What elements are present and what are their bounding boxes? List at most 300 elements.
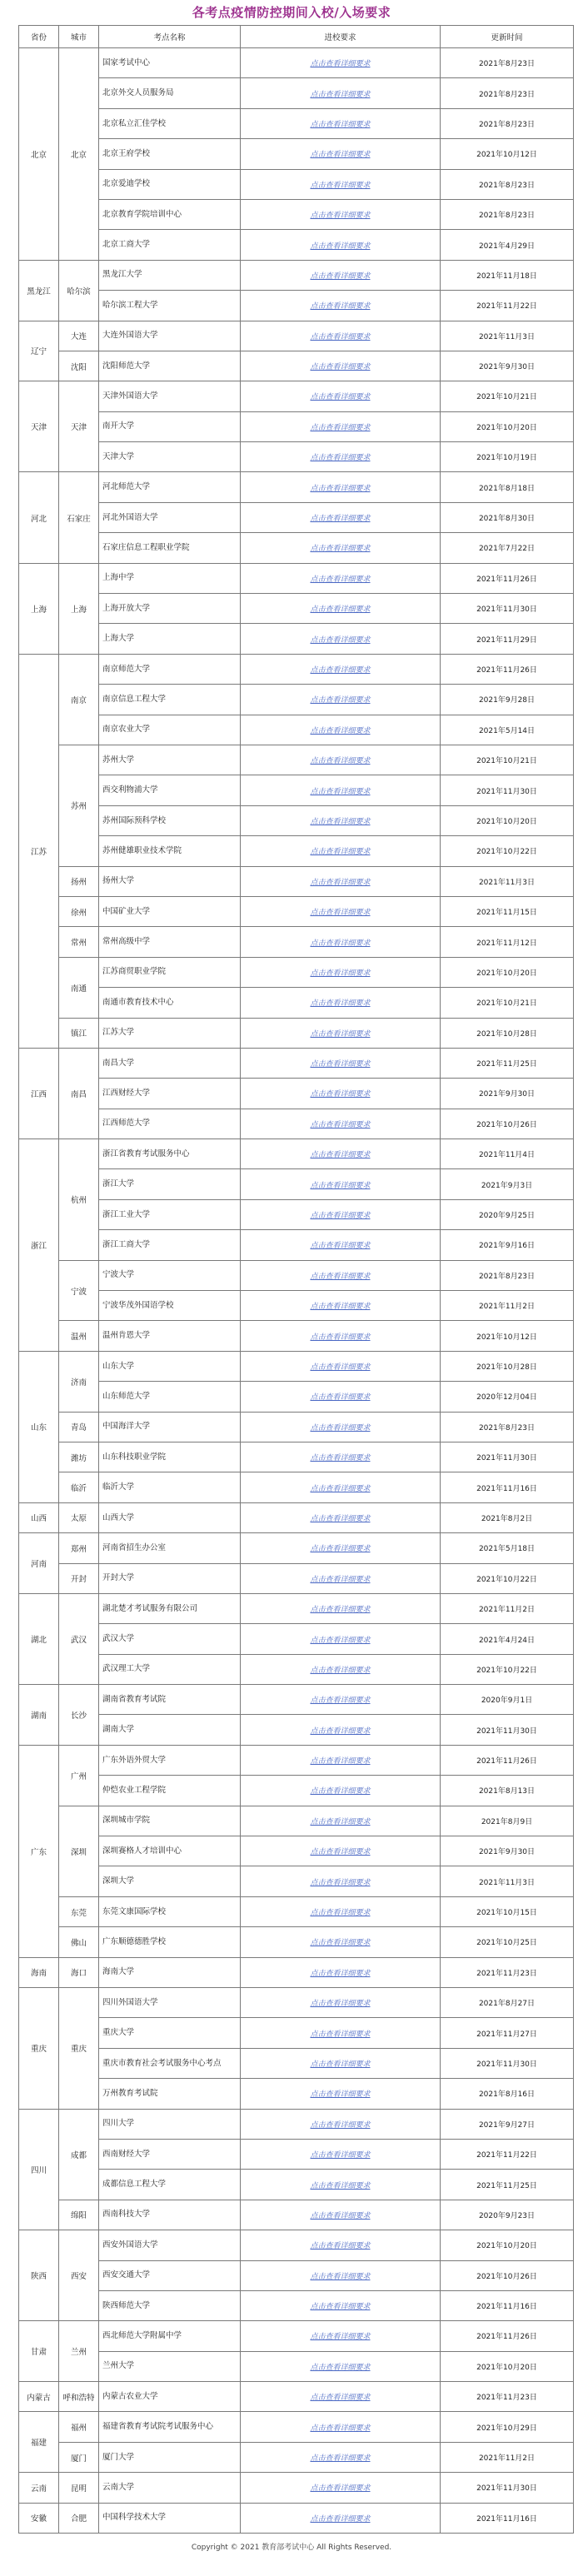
- table-row: [19, 139, 574, 169]
- table-row: [19, 48, 574, 78]
- updated-date-cell: 2021年11月12日: [441, 927, 574, 957]
- table-row: [19, 321, 574, 351]
- view-requirement-link[interactable]: 点击查看详细要求: [310, 302, 371, 311]
- updated-date-cell: 2021年7月22日: [441, 533, 574, 563]
- site-name-cell: 北京教育学院培训中心: [99, 199, 241, 229]
- requirement-cell: [241, 2048, 441, 2078]
- view-requirement-link[interactable]: 点击查看详细要求: [310, 181, 371, 190]
- requirement-cell: [241, 1988, 441, 2018]
- site-name-cell: 福建省教育考试院考试服务中心: [99, 2412, 241, 2442]
- site-name-cell: 天津大学: [99, 442, 241, 472]
- table-row: [19, 2412, 574, 2442]
- requirement-cell: [241, 1927, 441, 1957]
- view-requirement-link[interactable]: 点击查看详细要求: [310, 787, 371, 796]
- requirement-cell: [241, 563, 441, 593]
- requirement-cell: [241, 2290, 441, 2320]
- table-row: [19, 1624, 574, 1654]
- city-cell: 兰州: [59, 2321, 99, 2382]
- site-name-cell: 大连外国语大学: [99, 321, 241, 351]
- province-cell: 福建: [19, 2412, 59, 2473]
- updated-date-cell: 2021年11月30日: [441, 594, 574, 624]
- requirement-cell: [241, 1139, 441, 1169]
- view-requirement-link[interactable]: 点击查看详细要求: [310, 1514, 371, 1523]
- site-name-cell: 山东科技职业学院: [99, 1442, 241, 1472]
- site-name-cell: 开封大学: [99, 1563, 241, 1593]
- site-name-cell: 东莞文康国际学校: [99, 1896, 241, 1926]
- site-name-cell: 临沂大学: [99, 1472, 241, 1502]
- view-requirement-link[interactable]: 点击查看详细要求: [310, 2484, 371, 2494]
- updated-date-cell: 2021年11月18日: [441, 260, 574, 290]
- requirement-cell: [241, 685, 441, 715]
- updated-date-cell: 2021年11月30日: [441, 1442, 574, 1472]
- view-requirement-link[interactable]: 点击查看详细要求: [310, 1181, 371, 1190]
- updated-date-cell: 2021年11月4日: [441, 1139, 574, 1169]
- requirement-cell: [241, 1896, 441, 1926]
- site-name-cell: 北京工商大学: [99, 230, 241, 260]
- requirement-cell: [241, 2351, 441, 2381]
- province-cell: 湖南: [19, 1685, 59, 1746]
- view-requirement-link[interactable]: 点击查看详细要求: [310, 393, 371, 402]
- site-name-cell: 陕西师范大学: [99, 2290, 241, 2320]
- requirement-cell: [241, 988, 441, 1018]
- view-requirement-link[interactable]: 点击查看详细要求: [310, 757, 371, 766]
- view-requirement-link[interactable]: 点击查看详细要求: [310, 90, 371, 99]
- view-requirement-link[interactable]: 点击查看详细要求: [310, 1029, 371, 1039]
- updated-date-cell: 2021年10月12日: [441, 1321, 574, 1351]
- requirement-cell: [241, 199, 441, 229]
- table-row: [19, 291, 574, 321]
- site-name-cell: 苏州健雄职业技术学院: [99, 836, 241, 866]
- view-requirement-link[interactable]: 点击查看详细要求: [310, 1969, 371, 1978]
- site-name-cell: 湖南省教育考试院: [99, 1685, 241, 1715]
- city-cell: 宁波: [59, 1260, 99, 1321]
- city-cell: 苏州: [59, 745, 99, 866]
- view-requirement-link[interactable]: 点击查看详细要求: [310, 1817, 371, 1826]
- site-name-cell: 西安交通大学: [99, 2260, 241, 2290]
- table-row: [19, 1472, 574, 1502]
- requirement-cell: [241, 1199, 441, 1229]
- requirement-cell: [241, 1776, 441, 1806]
- view-requirement-link[interactable]: 点击查看详细要求: [310, 635, 371, 645]
- updated-date-cell: 2021年8月27日: [441, 1988, 574, 2018]
- view-requirement-link[interactable]: 点击查看详细要求: [310, 2363, 371, 2372]
- city-cell: 哈尔滨: [59, 260, 99, 321]
- site-name-cell: 南京信息工程大学: [99, 685, 241, 715]
- updated-date-cell: 2021年11月2日: [441, 2442, 574, 2472]
- province-cell: 北京: [19, 48, 59, 261]
- site-name-cell: 宁波大学: [99, 1260, 241, 1290]
- view-requirement-link[interactable]: 点击查看详细要求: [310, 151, 371, 160]
- table-row: [19, 2048, 574, 2078]
- updated-date-cell: 2021年11月3日: [441, 1866, 574, 1896]
- site-name-cell: 海南大学: [99, 1957, 241, 1987]
- view-requirement-link[interactable]: 点击查看详细要求: [310, 363, 371, 372]
- province-cell: 浙江: [19, 1139, 59, 1352]
- view-requirement-link[interactable]: 点击查看详细要求: [310, 1636, 371, 1645]
- view-requirement-link[interactable]: 点击查看详细要求: [310, 1726, 371, 1736]
- site-name-cell: 南京农业大学: [99, 715, 241, 745]
- table-row: [19, 2200, 574, 2230]
- requirement-cell: [241, 1169, 441, 1199]
- updated-date-cell: 2021年10月29日: [441, 2412, 574, 2442]
- requirement-cell: [241, 1533, 441, 1563]
- requirement-cell: [241, 1654, 441, 1684]
- requirement-cell: [241, 715, 441, 745]
- table-row: [19, 624, 574, 654]
- site-name-cell: 江西师范大学: [99, 1109, 241, 1139]
- requirement-cell: [241, 321, 441, 351]
- site-name-cell: 上海开放大学: [99, 594, 241, 624]
- table-row: [19, 1382, 574, 1412]
- site-name-cell: 南通市教育技术中心: [99, 988, 241, 1018]
- city-cell: 临沂: [59, 1472, 99, 1502]
- updated-date-cell: 2021年5月14日: [441, 715, 574, 745]
- view-requirement-link[interactable]: 点击查看详细要求: [310, 2060, 371, 2069]
- requirement-cell: [241, 1382, 441, 1412]
- table-row: [19, 715, 574, 745]
- requirement-cell: [241, 502, 441, 532]
- view-requirement-link[interactable]: 点击查看详细要求: [310, 2000, 371, 2009]
- requirement-cell: [241, 836, 441, 866]
- province-cell: 安徽: [19, 2503, 59, 2533]
- site-name-cell: 浙江工商大学: [99, 1230, 241, 1260]
- view-requirement-link[interactable]: 点击查看详细要求: [310, 878, 371, 887]
- site-name-cell: 武汉大学: [99, 1624, 241, 1654]
- table-row: [19, 2018, 574, 2048]
- site-name-cell: 上海大学: [99, 624, 241, 654]
- updated-date-cell: 2021年8月23日: [441, 108, 574, 138]
- view-requirement-link[interactable]: 点击查看详细要求: [310, 605, 371, 615]
- view-requirement-link[interactable]: 点击查看详细要求: [310, 1454, 371, 1463]
- view-requirement-link[interactable]: 点击查看详细要求: [310, 1787, 371, 1796]
- view-requirement-link[interactable]: 点击查看详细要求: [310, 969, 371, 978]
- updated-date-cell: 2021年8月13日: [441, 1776, 574, 1806]
- updated-date-cell: 2021年11月22日: [441, 291, 574, 321]
- header-site: 考点名称: [99, 26, 241, 48]
- requirement-cell: [241, 624, 441, 654]
- updated-date-cell: 2021年10月20日: [441, 411, 574, 441]
- updated-date-cell: 2021年10月21日: [441, 988, 574, 1018]
- site-name-cell: 武汉理工大学: [99, 1654, 241, 1684]
- table-row: [19, 230, 574, 260]
- requirement-cell: [241, 381, 441, 411]
- province-cell: 江西: [19, 1048, 59, 1139]
- view-requirement-link[interactable]: 点击查看详细要求: [310, 2242, 371, 2251]
- requirement-cell: [241, 472, 441, 502]
- updated-date-cell: 2021年9月3日: [441, 1169, 574, 1199]
- city-cell: 济南: [59, 1351, 99, 1412]
- updated-date-cell: 2021年10月20日: [441, 957, 574, 987]
- city-cell: 武汉: [59, 1593, 99, 1684]
- updated-date-cell: 2021年8月23日: [441, 48, 574, 78]
- view-requirement-link[interactable]: 点击查看详细要求: [310, 1120, 371, 1129]
- view-requirement-link[interactable]: 点击查看详细要求: [310, 1272, 371, 1281]
- header-city: 城市: [59, 26, 99, 48]
- view-requirement-link[interactable]: 点击查看详细要求: [310, 1242, 371, 1251]
- site-name-cell: 江西财经大学: [99, 1079, 241, 1109]
- requirement-cell: [241, 108, 441, 138]
- updated-date-cell: 2021年11月23日: [441, 1957, 574, 1987]
- updated-date-cell: 2021年8月23日: [441, 78, 574, 108]
- updated-date-cell: 2021年10月12日: [441, 139, 574, 169]
- view-requirement-link[interactable]: 点击查看详细要求: [310, 1363, 371, 1372]
- requirement-cell: [241, 1291, 441, 1321]
- requirement-cell: [241, 2260, 441, 2290]
- table-row: [19, 2290, 574, 2320]
- province-cell: 广东: [19, 1745, 59, 1957]
- view-requirement-link[interactable]: 点击查看详细要求: [310, 1151, 371, 1160]
- site-name-cell: 河南省招生办公室: [99, 1533, 241, 1563]
- view-requirement-link[interactable]: 点击查看详细要求: [310, 1393, 371, 1403]
- view-requirement-link[interactable]: 点击查看详细要求: [310, 1606, 371, 1615]
- header-requirement: 进校要求: [241, 26, 441, 48]
- site-name-cell: 兰州大学: [99, 2351, 241, 2381]
- site-name-cell: 浙江省教育考试服务中心: [99, 1139, 241, 1169]
- site-name-cell: 西交利物浦大学: [99, 775, 241, 805]
- city-cell: 南昌: [59, 1048, 99, 1139]
- view-requirement-link[interactable]: 点击查看详细要求: [310, 2333, 371, 2342]
- table-row: [19, 1896, 574, 1926]
- view-requirement-link[interactable]: 点击查看详细要求: [310, 1878, 371, 1887]
- view-requirement-link[interactable]: 点击查看详细要求: [310, 1423, 371, 1432]
- table-row: [19, 2351, 574, 2381]
- view-requirement-link[interactable]: 点击查看详细要求: [310, 909, 371, 918]
- site-name-cell: 河北师范大学: [99, 472, 241, 502]
- table-row: [19, 1563, 574, 1593]
- view-requirement-link[interactable]: 点击查看详细要求: [310, 848, 371, 857]
- header-updated: 更新时间: [441, 26, 574, 48]
- table-row: [19, 2139, 574, 2169]
- table-row: [19, 1018, 574, 1048]
- view-requirement-link[interactable]: 点击查看详细要求: [310, 545, 371, 554]
- site-name-cell: 深圳赛格人才培训中心: [99, 1836, 241, 1866]
- updated-date-cell: 2021年8月23日: [441, 1412, 574, 1442]
- city-cell: 成都: [59, 2109, 99, 2200]
- table-row: [19, 2442, 574, 2472]
- updated-date-cell: 2021年11月30日: [441, 1715, 574, 1745]
- city-cell: 绵阳: [59, 2200, 99, 2230]
- updated-date-cell: 2021年8月30日: [441, 502, 574, 532]
- view-requirement-link[interactable]: 点击查看详细要求: [310, 1484, 371, 1493]
- updated-date-cell: 2021年11月16日: [441, 2290, 574, 2320]
- requirement-cell: [241, 654, 441, 684]
- view-requirement-link[interactable]: 点击查看详细要求: [310, 696, 371, 705]
- updated-date-cell: 2021年9月30日: [441, 1836, 574, 1866]
- view-requirement-link[interactable]: 点击查看详细要求: [310, 2030, 371, 2039]
- table-row: [19, 866, 574, 896]
- site-name-cell: 深圳城市学院: [99, 1806, 241, 1836]
- site-name-cell: 中国矿业大学: [99, 896, 241, 926]
- view-requirement-link[interactable]: 点击查看详细要求: [310, 242, 371, 251]
- city-cell: 广州: [59, 1745, 99, 1806]
- view-requirement-link[interactable]: 点击查看详细要求: [310, 1666, 371, 1675]
- city-cell: 开封: [59, 1563, 99, 1593]
- table-row: [19, 1291, 574, 1321]
- table-row: [19, 1715, 574, 1745]
- updated-date-cell: 2021年5月18日: [441, 1533, 574, 1563]
- view-requirement-link[interactable]: 点击查看详细要求: [310, 939, 371, 948]
- updated-date-cell: 2021年11月29日: [441, 624, 574, 654]
- updated-date-cell: 2021年10月19日: [441, 442, 574, 472]
- table-row: [19, 169, 574, 199]
- view-requirement-link[interactable]: 点击查看详细要求: [310, 999, 371, 1009]
- requirement-cell: [241, 139, 441, 169]
- table-row: [19, 1442, 574, 1472]
- updated-date-cell: 2021年9月28日: [441, 685, 574, 715]
- table-row: [19, 1533, 574, 1563]
- view-requirement-link[interactable]: 点击查看详细要求: [310, 2181, 371, 2190]
- updated-date-cell: 2021年11月2日: [441, 1593, 574, 1623]
- updated-date-cell: 2021年11月30日: [441, 775, 574, 805]
- site-name-cell: 成都信息工程大学: [99, 2170, 241, 2200]
- updated-date-cell: 2021年11月26日: [441, 2321, 574, 2351]
- table-row: [19, 896, 574, 926]
- requirement-cell: [241, 1048, 441, 1078]
- requirement-cell: [241, 896, 441, 926]
- site-name-cell: 常州高级中学: [99, 927, 241, 957]
- view-requirement-link[interactable]: 点击查看详细要求: [310, 515, 371, 524]
- site-name-cell: 仲恺农业工程学院: [99, 1776, 241, 1806]
- view-requirement-link[interactable]: 点击查看详细要求: [310, 2211, 371, 2220]
- updated-date-cell: 2021年10月26日: [441, 2260, 574, 2290]
- table-row: [19, 381, 574, 411]
- view-requirement-link[interactable]: 点击查看详细要求: [310, 2424, 371, 2433]
- view-requirement-link[interactable]: 点击查看详细要求: [310, 817, 371, 826]
- table-row: [19, 108, 574, 138]
- requirement-cell: [241, 230, 441, 260]
- site-name-cell: 国家考试中心: [99, 48, 241, 78]
- requirement-cell: [241, 2109, 441, 2139]
- site-name-cell: 重庆大学: [99, 2018, 241, 2048]
- view-requirement-link[interactable]: 点击查看详细要求: [310, 484, 371, 493]
- requirement-cell: [241, 1018, 441, 1048]
- updated-date-cell: 2021年9月27日: [441, 2109, 574, 2139]
- view-requirement-link[interactable]: 点击查看详细要求: [310, 2394, 371, 2403]
- updated-date-cell: 2021年11月15日: [441, 896, 574, 926]
- page-title: 各考点疫情防控期间入校/入场要求: [192, 5, 391, 20]
- view-requirement-link[interactable]: 点击查看详细要求: [310, 666, 371, 675]
- updated-date-cell: 2020年9月25日: [441, 1199, 574, 1229]
- site-name-cell: 南开大学: [99, 411, 241, 441]
- requirement-cell: [241, 2382, 441, 2412]
- requirement-cell: [241, 1472, 441, 1502]
- table-row: [19, 1230, 574, 1260]
- table-row: [19, 533, 574, 563]
- site-name-cell: 万州教育考试院: [99, 2079, 241, 2109]
- site-name-cell: 江苏商贸职业学院: [99, 957, 241, 987]
- province-cell: 湖北: [19, 1593, 59, 1684]
- province-cell: 重庆: [19, 1988, 59, 2110]
- view-requirement-link[interactable]: 点击查看详细要求: [310, 1757, 371, 1766]
- city-cell: 上海: [59, 563, 99, 654]
- requirement-cell: [241, 2139, 441, 2169]
- site-name-cell: 北京爱迪学校: [99, 169, 241, 199]
- table-row: [19, 1866, 574, 1896]
- updated-date-cell: 2021年11月26日: [441, 563, 574, 593]
- view-requirement-link[interactable]: 点击查看详细要求: [310, 2303, 371, 2312]
- view-requirement-link[interactable]: 点击查看详细要求: [310, 212, 371, 221]
- province-cell: 甘肃: [19, 2321, 59, 2382]
- site-name-cell: 江苏大学: [99, 1018, 241, 1048]
- view-requirement-link[interactable]: 点击查看详细要求: [310, 1909, 371, 1918]
- view-requirement-link[interactable]: 点击查看详细要求: [310, 1697, 371, 1706]
- view-requirement-link[interactable]: 点击查看详细要求: [310, 2120, 371, 2130]
- view-requirement-link[interactable]: 点击查看详细要求: [310, 1060, 371, 1069]
- header-province: 省份: [19, 26, 59, 48]
- view-requirement-link[interactable]: 点击查看详细要求: [310, 1848, 371, 1857]
- table-row: [19, 927, 574, 957]
- city-cell: 石家庄: [59, 472, 99, 563]
- requirement-cell: [241, 2018, 441, 2048]
- table-header-row: [19, 26, 574, 48]
- view-requirement-link[interactable]: 点击查看详细要求: [310, 2514, 371, 2524]
- requirement-cell: [241, 48, 441, 78]
- city-cell: 镇江: [59, 1018, 99, 1048]
- requirement-cell: [241, 957, 441, 987]
- requirement-cell: [241, 1412, 441, 1442]
- view-requirement-link[interactable]: 点击查看详细要求: [310, 423, 371, 432]
- updated-date-cell: 2021年10月20日: [441, 2351, 574, 2381]
- requirement-cell: [241, 1715, 441, 1745]
- requirement-cell: [241, 2412, 441, 2442]
- updated-date-cell: 2021年11月3日: [441, 866, 574, 896]
- province-cell: 黑龙江: [19, 260, 59, 321]
- city-cell: 郑州: [59, 1533, 99, 1563]
- view-requirement-link[interactable]: 点击查看详细要求: [310, 454, 371, 463]
- table-row: [19, 1593, 574, 1623]
- requirement-cell: [241, 1624, 441, 1654]
- view-requirement-link[interactable]: 点击查看详细要求: [310, 60, 371, 69]
- updated-date-cell: 2021年10月21日: [441, 745, 574, 775]
- site-name-cell: 西南科技大学: [99, 2200, 241, 2230]
- view-requirement-link[interactable]: 点击查看详细要求: [310, 332, 371, 341]
- view-requirement-link[interactable]: 点击查看详细要求: [310, 2090, 371, 2100]
- view-requirement-link[interactable]: 点击查看详细要求: [310, 1575, 371, 1584]
- updated-date-cell: 2021年10月28日: [441, 1351, 574, 1381]
- view-requirement-link[interactable]: 点击查看详细要求: [310, 2454, 371, 2464]
- requirement-cell: [241, 2200, 441, 2230]
- view-requirement-link[interactable]: 点击查看详细要求: [310, 1212, 371, 1221]
- view-requirement-link[interactable]: 点击查看详细要求: [310, 1090, 371, 1099]
- updated-date-cell: 2021年10月15日: [441, 1896, 574, 1926]
- requirement-cell: [241, 1079, 441, 1109]
- view-requirement-link[interactable]: 点击查看详细要求: [310, 120, 371, 129]
- province-cell: 辽宁: [19, 321, 59, 381]
- table-row: [19, 685, 574, 715]
- city-cell: 福州: [59, 2412, 99, 2442]
- view-requirement-link[interactable]: 点击查看详细要求: [310, 2151, 371, 2160]
- site-name-cell: 广东顺德德胜学校: [99, 1927, 241, 1957]
- view-requirement-link[interactable]: 点击查看详细要求: [310, 726, 371, 735]
- view-requirement-link[interactable]: 点击查看详细要求: [310, 1939, 371, 1948]
- requirement-cell: [241, 351, 441, 381]
- view-requirement-link[interactable]: 点击查看详细要求: [310, 575, 371, 584]
- view-requirement-link[interactable]: 点击查看详细要求: [310, 272, 371, 281]
- city-cell: 佛山: [59, 1927, 99, 1957]
- view-requirement-link[interactable]: 点击查看详细要求: [310, 2272, 371, 2281]
- updated-date-cell: 2021年11月30日: [441, 2048, 574, 2078]
- table-row: [19, 1988, 574, 2018]
- table-row: [19, 260, 574, 290]
- city-cell: 西安: [59, 2230, 99, 2321]
- view-requirement-link[interactable]: 点击查看详细要求: [310, 1545, 371, 1554]
- requirement-cell: [241, 2473, 441, 2503]
- view-requirement-link[interactable]: 点击查看详细要求: [310, 1333, 371, 1342]
- site-name-cell: 宁波华茂外国语学校: [99, 1291, 241, 1321]
- updated-date-cell: 2021年10月26日: [441, 1109, 574, 1139]
- table-row: [19, 805, 574, 835]
- view-requirement-link[interactable]: 点击查看详细要求: [310, 1303, 371, 1312]
